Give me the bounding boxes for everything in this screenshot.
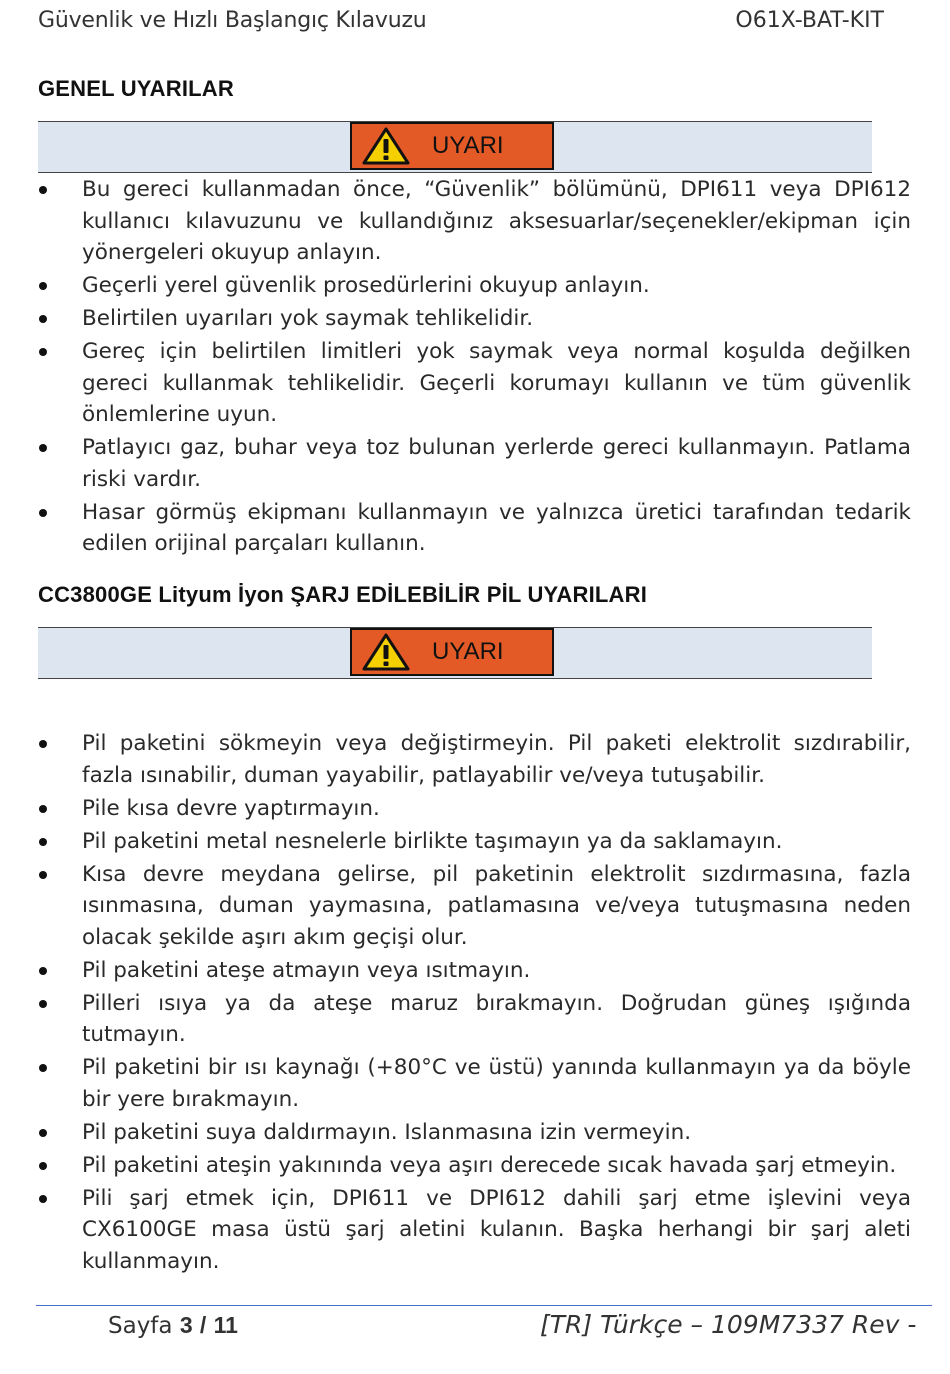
list-item: Pil paketini ateşe atmayın veya ısıtmayın. [38, 955, 911, 987]
warning-triangle-icon [362, 127, 410, 165]
general-warning-list [38, 174, 911, 561]
page-current: 3 [179, 1312, 193, 1338]
list-item: Pil paketini ateşin yakınında veya aşırı derecede sıcak havada şarj etmeyin. [38, 1150, 911, 1182]
list-item: Bu gereci kullanmadan önce, “Güvenlik” bölümünü, DPI611 veya DPI612 kullanıcı kılavuzunu ve kullandığınız aksesuarlar/seçenekler/ekipman için yönergeleri okuyup anlayın. [38, 174, 911, 269]
list-item: Pilleri ısıya ya da ateşe maruz bırakmayın. Doğrudan güneş ışığında tutmayın. [38, 988, 911, 1051]
section-title-general: GENEL UYARILAR [38, 76, 234, 101]
footer-page-number [108, 1312, 238, 1339]
warning-box [350, 122, 554, 170]
warning-label: UYARI [432, 638, 504, 665]
page-total: 11 [213, 1312, 238, 1338]
list-item: Hasar görmüş ekipmanı kullanmayın ve yalnızca üretici tarafından tedarik edilen orijinal parçaları kullanın. [38, 497, 911, 560]
header-code: O61X-BAT-KIT [735, 8, 884, 33]
list-item: Pile kısa devre yaptırmayın. [38, 793, 911, 825]
warning-label: UYARI [432, 132, 504, 159]
section-title-battery: CC3800GE Lityum İyon ŞARJ EDİLEBİLİR PİL UYARILARI [38, 582, 648, 607]
list-item: Pil paketini bir ısı kaynağı (+80°C ve üstü) yanında kullanmayın ya da böyle bir yere bırakmayın. [38, 1052, 911, 1115]
footer-doc-ref: [TR] Türkçe – 109M7337 Rev - [540, 1310, 917, 1339]
list-item: Geçerli yerel güvenlik prosedürlerini okuyup anlayın. [38, 270, 911, 302]
list-item: Kısa devre meydana gelirse, pil paketinin elektrolit sızdırmasına, fazla ısınmasına, duman yaymasına, patlamasına ve/veya tutuşmasına neden olacak şekilde aşırı akım geçişi olur. [38, 859, 911, 954]
warning-box [350, 628, 554, 676]
battery-warning-list [38, 728, 911, 1279]
footer-rule [36, 1305, 932, 1306]
list-item: Gereç için belirtilen limitleri yok saymak veya normal koşulda değilken gereci kullanmak tehlikelidir. Geçerli korumayı kullanın ve tüm güvenlik önlemlerine uyun. [38, 336, 911, 431]
list-item: Pil paketini metal nesnelerle birlikte taşımayın ya da saklamayın. [38, 826, 911, 858]
list-item: Belirtilen uyarıları yok saymak tehlikelidir. [38, 303, 911, 335]
header-title: Güvenlik ve Hızlı Başlangıç Kılavuzu [38, 8, 427, 33]
list-item: Pil paketini suya daldırmayın. Islanmasına izin vermeyin. [38, 1117, 911, 1149]
list-item: Pili şarj etmek için, DPI611 ve DPI612 dahili şarj etme işlevini veya CX6100GE masa üstü şarj aletini kulanın. Başka herhangi bir şarj aleti kullanmayın. [38, 1183, 911, 1278]
list-item: Patlayıcı gaz, buhar veya toz bulunan yerlerde gereci kullanmayın. Patlama riski vardır. [38, 432, 911, 495]
page-separator: / [199, 1312, 207, 1338]
warning-triangle-icon [362, 633, 410, 671]
list-item: Pil paketini sökmeyin veya değiştirmeyin. Pil paketi elektrolit sızdırabilir, fazla ısınabilir, duman yayabilir, patlayabilir ve/veya tutuşabilir. [38, 728, 911, 791]
warning-banner-general [38, 121, 872, 173]
page-prefix: Sayfa [108, 1313, 173, 1339]
warning-banner-battery [38, 627, 872, 679]
